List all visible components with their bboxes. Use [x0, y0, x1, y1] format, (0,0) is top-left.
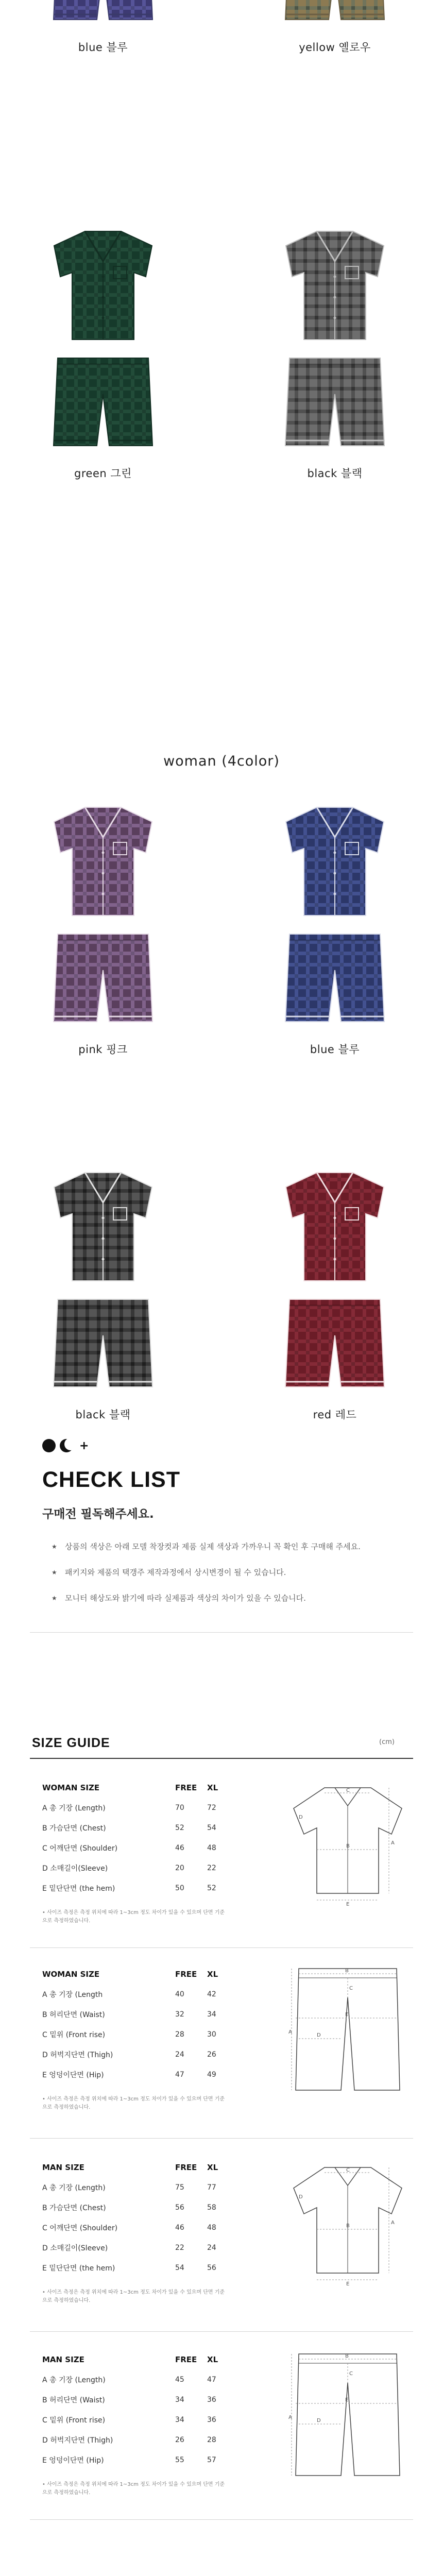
size-value-xl: 48 [207, 2223, 216, 2232]
size-table-row [42, 1798, 243, 1818]
size-table [42, 2157, 243, 2278]
size-table-row [42, 2024, 243, 2044]
size-value-free: 55 [175, 2455, 184, 2464]
size-table-row [42, 1878, 243, 1898]
divider [30, 1758, 413, 1759]
size-note: • 사이즈 측정은 측정 위치에 따라 1~3cm 정도 차이가 있을 수 있으며 단면 기준으로 측정하였습니다. [42, 1910, 225, 1924]
size-value-xl: 36 [207, 2395, 216, 2404]
size-value-free: 45 [175, 2375, 184, 2384]
size-measure-name: E 엉덩이단면 (Hip) [42, 2456, 104, 2465]
full-moon-icon [42, 1439, 56, 1452]
size-table [42, 2349, 243, 2470]
svg-text:B: B [345, 1968, 349, 1974]
size-value-xl: 48 [207, 1843, 216, 1852]
svg-text:B: B [346, 1843, 350, 1849]
divider [30, 1947, 413, 1948]
size-measure-name: D 소매길이(Sleeve) [42, 1864, 108, 1873]
divider [30, 2331, 413, 2332]
size-value-free: 46 [175, 1843, 184, 1852]
size-table [42, 1777, 243, 1898]
svg-text:A: A [391, 2220, 395, 2226]
size-measure-name: A 총 기장 (Length) [42, 2376, 106, 2384]
size-value-xl: 28 [207, 2435, 216, 2444]
svg-text:C: C [349, 2371, 353, 2377]
size-value-xl: 30 [207, 2030, 216, 2039]
size-value-xl: 36 [207, 2415, 216, 2424]
size-table-row [42, 1858, 243, 1878]
divider [30, 2519, 413, 2520]
size-value-xl: 42 [207, 1990, 216, 1998]
size-measure-name: B 허리단면 (Waist) [42, 2396, 105, 2404]
size-value-xl: 56 [207, 2263, 216, 2272]
size-guide-title: SIZE GUIDE [32, 1736, 110, 1750]
checklist-item: ★ 패키지와 제품의 택갱주 제작과정에서 상시변경이 될 수 있습니다. [52, 1566, 412, 1579]
size-value-free: 20 [175, 1863, 184, 1872]
size-value-xl: 34 [207, 2010, 216, 2019]
size-table-row [42, 1838, 243, 1858]
color-label: black 블랙 [307, 467, 363, 480]
pajama-shirt-image [281, 801, 389, 920]
size-measure-name: C 밑위 (Front rise) [42, 2416, 106, 2425]
size-table-row [42, 2004, 243, 2024]
size-value-free: 50 [175, 1884, 184, 1892]
color-label: yellow 옐로우 [299, 41, 371, 54]
size-table-row [42, 1984, 243, 2004]
size-value-free: 46 [175, 2223, 184, 2232]
size-header-cell: XL [207, 2354, 218, 2364]
size-header-cell: MAN SIZE [42, 2162, 84, 2172]
color-option [31, 0, 175, 55]
size-table-row [42, 2217, 243, 2238]
color-label: blue 블루 [78, 41, 128, 54]
color-option [263, 225, 407, 481]
size-measure-name: B 가슴단면 (Chest) [42, 1824, 106, 1833]
size-value-xl: 54 [207, 1823, 216, 1832]
color-label: green 그린 [74, 467, 132, 480]
color-option [263, 801, 407, 1057]
size-guide-unit: (cm) [379, 1738, 395, 1746]
size-measure-name: B 허리단면 (Waist) [42, 2010, 105, 2019]
size-table-header [42, 1777, 243, 1798]
pajama-shorts-image [52, 929, 155, 1027]
size-measure-name: C 어깨단면 (Shoulder) [42, 1844, 118, 1853]
size-value-free: 52 [175, 1823, 184, 1832]
size-table-row [42, 2410, 243, 2430]
size-table-header [42, 2349, 243, 2369]
svg-text:E: E [346, 2281, 350, 2286]
size-measure-name: E 밑단단면 (the hem) [42, 2264, 115, 2273]
pajama-shirt-image [49, 801, 157, 920]
size-header-cell: XL [207, 1969, 218, 1979]
svg-text:A: A [288, 2029, 292, 2035]
color-option [263, 0, 407, 55]
size-value-xl: 49 [207, 2070, 216, 2079]
svg-text:C: C [349, 1986, 353, 1991]
size-value-xl: 47 [207, 2375, 216, 2384]
size-value-free: 40 [175, 1990, 184, 1998]
svg-text:C: C [346, 1788, 350, 1793]
size-table-row [42, 2044, 243, 2064]
shirt-size-diagram [288, 1777, 407, 1906]
size-header-cell: FREE [175, 1783, 197, 1792]
svg-text:E: E [346, 1902, 350, 1906]
shorts-diagram [288, 2347, 407, 2488]
shirt-diagram [288, 1777, 407, 1908]
size-measure-name: A 총 기장 (Length [42, 1990, 103, 1999]
size-value-free: 75 [175, 2183, 184, 2192]
color-option [263, 1166, 407, 1422]
size-measure-name: D 소매길이(Sleeve) [42, 2244, 108, 2252]
pajama-shirt-image [281, 1166, 389, 1285]
shirt-diagram [288, 2157, 407, 2288]
size-table-row [42, 2450, 243, 2470]
color-option [31, 225, 175, 481]
size-value-free: 56 [175, 2203, 184, 2212]
size-note: • 사이즈 측정은 측정 위치에 따라 1~3cm 정도 차이가 있을 수 있으며 단면 기준으로 측정하였습니다. [42, 2482, 225, 2496]
size-header-cell: FREE [175, 1969, 197, 1979]
checklist-items [52, 1540, 412, 1618]
svg-text:E: E [345, 2012, 349, 2018]
color-label: blue 블루 [310, 1043, 360, 1056]
size-table-row [42, 2369, 243, 2389]
size-value-free: 28 [175, 2030, 184, 2039]
size-header-cell: WOMAN SIZE [42, 1969, 100, 1979]
size-note: • 사이즈 측정은 측정 위치에 따라 1~3cm 정도 차이가 있을 수 있으며 단면 기준으로 측정하였습니다. [42, 2096, 225, 2110]
svg-text:D: D [299, 2194, 303, 2200]
size-measure-name: C 어깨단면 (Shoulder) [42, 2224, 118, 2232]
color-option [31, 1166, 175, 1422]
checklist-title: CHECK LIST [42, 1467, 180, 1492]
svg-text:E: E [345, 2397, 349, 2403]
pajama-shorts-image [283, 0, 386, 25]
pajama-shirt-image [49, 1166, 157, 1285]
pajama-shorts-image [283, 1294, 386, 1392]
size-value-free: 24 [175, 2050, 184, 2059]
size-header-cell: XL [207, 2162, 218, 2172]
color-label: red 레드 [313, 1409, 357, 1421]
size-note: • 사이즈 측정은 측정 위치에 따라 1~3cm 정도 차이가 있을 수 있으며 단면 기준으로 측정하였습니다. [42, 2290, 225, 2303]
size-table-row [42, 1818, 243, 1838]
color-label: black 블랙 [75, 1409, 131, 1421]
svg-text:B: B [345, 2353, 349, 2359]
svg-text:A: A [288, 2415, 292, 2420]
size-value-xl: 52 [207, 1884, 216, 1892]
size-measure-name: A 총 기장 (Length) [42, 1804, 106, 1812]
size-measure-name: D 허벅지단면 (Thigh) [42, 2436, 113, 2445]
size-header-cell: FREE [175, 2354, 197, 2364]
checklist-subtitle: 구매전 필독해주세요. [42, 1507, 154, 1521]
pajama-shorts-image [52, 1294, 155, 1392]
size-header-cell: XL [207, 1783, 218, 1792]
size-value-xl: 26 [207, 2050, 216, 2059]
size-value-free: 32 [175, 2010, 184, 2019]
size-measure-name: B 가슴단면 (Chest) [42, 2204, 106, 2212]
size-table-row [42, 2238, 243, 2258]
divider [30, 1632, 413, 1633]
svg-text:B: B [346, 2223, 350, 2229]
size-table-row [42, 2197, 243, 2217]
size-value-free: 22 [175, 2243, 184, 2252]
size-table-row [42, 2258, 243, 2278]
pajama-shorts-image [283, 929, 386, 1027]
pajama-shorts-image [283, 353, 386, 451]
divider [30, 2138, 413, 2139]
size-value-free: 70 [175, 1803, 184, 1812]
size-table-header [42, 2157, 243, 2177]
pajama-shorts-image [52, 0, 155, 25]
svg-text:C: C [346, 2167, 350, 2173]
size-table-row [42, 2389, 243, 2410]
svg-text:D: D [299, 1815, 303, 1820]
size-value-free: 54 [175, 2263, 184, 2272]
plus-icon: + [79, 1439, 89, 1452]
checklist-item: ★ 상품의 색상은 아래 모델 착장컷과 제품 실제 색상과 가까우니 꼭 확인 후 구매해 주세요. [52, 1540, 412, 1553]
checklist-item: ★ 모니터 해상도와 밝기에 따라 실제품과 색상의 차이가 있을 수 있습니다. [52, 1592, 412, 1604]
size-header-cell: MAN SIZE [42, 2354, 84, 2364]
svg-text:D: D [317, 2032, 321, 2038]
size-table [42, 1964, 243, 2084]
woman-section-title: woman (4color) [163, 753, 280, 769]
shorts-diagram [288, 1961, 407, 2103]
size-measure-name: C 밑위 (Front rise) [42, 2030, 106, 2039]
pajama-shorts-image [52, 353, 155, 451]
shorts-size-diagram [288, 2347, 407, 2486]
size-header-cell: FREE [175, 2162, 197, 2172]
size-measure-name: E 엉덩이단면 (Hip) [42, 2071, 104, 2079]
size-value-xl: 57 [207, 2455, 216, 2464]
size-measure-name: E 밑단단면 (the hem) [42, 1884, 115, 1893]
pajama-shirt-image [49, 225, 157, 344]
checklist-icons [42, 1439, 89, 1452]
shirt-size-diagram [288, 2157, 407, 2286]
size-table-row [42, 2430, 243, 2450]
size-table-header [42, 1964, 243, 1984]
size-value-xl: 22 [207, 1863, 216, 1872]
size-value-free: 34 [175, 2395, 184, 2404]
size-table-row [42, 2064, 243, 2084]
size-value-xl: 77 [207, 2183, 216, 2192]
size-value-xl: 58 [207, 2203, 216, 2212]
size-header-cell: WOMAN SIZE [42, 1783, 100, 1792]
size-value-xl: 24 [207, 2243, 216, 2252]
shorts-size-diagram [288, 1961, 407, 2100]
size-value-free: 47 [175, 2070, 184, 2079]
size-measure-name: D 허벅지단면 (Thigh) [42, 2050, 113, 2059]
size-table-row [42, 2177, 243, 2197]
crescent-moon-icon [60, 1439, 73, 1452]
pajama-shirt-image [281, 225, 389, 344]
color-label: pink 핑크 [78, 1043, 128, 1056]
color-option [31, 801, 175, 1057]
size-value-xl: 72 [207, 1803, 216, 1812]
size-value-free: 26 [175, 2435, 184, 2444]
size-value-free: 34 [175, 2415, 184, 2424]
size-measure-name: A 총 기장 (Length) [42, 2183, 106, 2192]
svg-text:D: D [317, 2418, 321, 2424]
svg-text:A: A [391, 1840, 395, 1846]
